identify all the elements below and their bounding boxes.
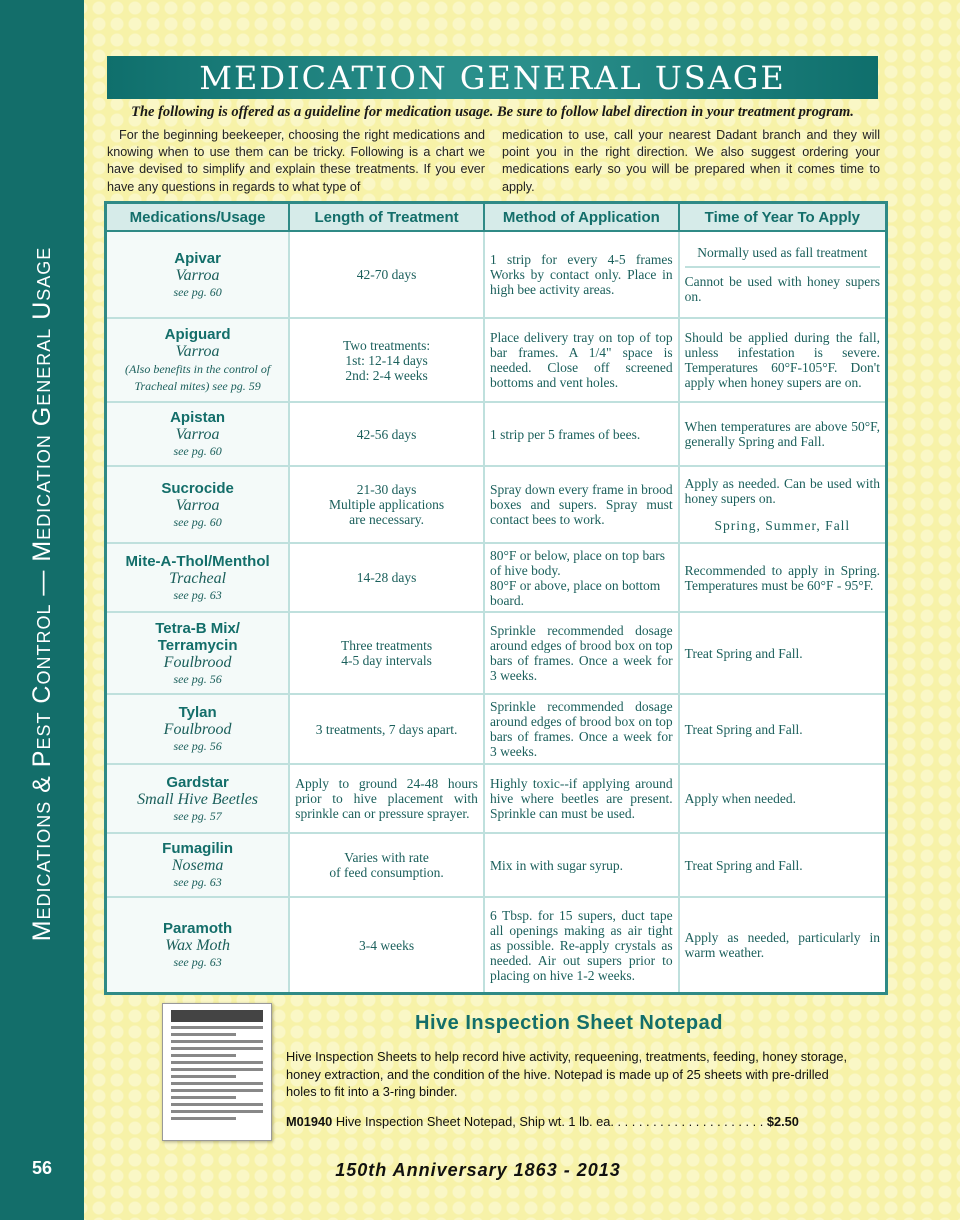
target-pest: Varroa [175,496,220,514]
product-item: Hive Inspection Sheet Notepad, Ship wt. 1 lb. ea [335,1114,611,1129]
footer-anniversary: 150th Anniversary 1863 - 2013 [335,1160,621,1180]
thumbnail-line [171,1054,236,1057]
target-pest: Small Hive Beetles [137,790,259,808]
thumbnail-line [171,1089,263,1092]
medication-cell [106,318,290,402]
table-row [106,833,887,897]
medication-cell [106,764,290,833]
target-pest: Wax Moth [165,937,230,955]
intro-right: medication to use, call your nearest Dadant branch and they will point you in the right direction. We also suggest ordering your medications early so you will be prepared when it comes time to apply. [502,128,880,194]
medication-name: Tetra-B Mix/ Terramycin [155,619,240,654]
thumbnail-line [171,1075,236,1078]
time-to-apply: Treat Spring and Fall. [679,612,887,694]
time-to-apply: Apply when needed. [679,764,887,833]
application-method: 80°F or below, place on top bars of hive body. 80°F or above, place on bottom board. [484,543,679,612]
application-method: 1 strip per 5 frames of bees. [484,402,679,466]
treatment-length: Two treatments: 1st: 12-14 days 2nd: 2-4 weeks [289,318,484,402]
page-reference: see pg. 63 [173,955,222,970]
medication-name: Gardstar [166,773,229,791]
time-to-apply: Treat Spring and Fall. [679,694,887,764]
medication-name: Sucrocide [161,479,234,497]
medication-cell [106,897,290,993]
time-to-apply [679,466,887,543]
table-row [106,764,887,833]
medication-name: Fumagilin [162,840,234,858]
medication-name: Tylan [178,704,217,722]
thumbnail-line [171,1047,263,1050]
page-subtitle: The following is offered as a guideline for medication usage. Be sure to follow label direction in your treatment program. [131,104,854,120]
medication-cell [106,402,290,466]
medication-note: (Also benefits in the control of Tracheal mites) see pg. 59 [125,361,271,393]
table-row [106,897,887,993]
target-pest: Varroa [175,266,220,284]
medication-name: Apivar [174,249,221,267]
thumbnail-line [171,1103,263,1106]
thumbnail-line [171,1068,263,1071]
page-reference: see pg. 60 [173,444,222,459]
thumbnail-line [171,1096,236,1099]
treatment-length: Three treatments 4-5 day intervals [289,612,484,694]
target-pest: Foulbrood [163,721,232,739]
price-leader: . . . . . . . . . . . . . . . . . . . . . . [610,1114,764,1129]
time-secondary: Spring, Summer, Fall [714,518,851,534]
thumbnail-line [171,1117,236,1120]
medication-cell [106,612,290,694]
product-order-line [286,1114,846,1129]
medication-table [104,201,888,995]
page-reference: see pg. 56 [173,671,222,686]
treatment-length: 14-28 days [289,543,484,612]
target-pest: Varroa [175,342,220,360]
page-reference: see pg. 60 [173,514,222,529]
page-title: MEDICATION GENERAL USAGE [107,56,878,99]
treatment-length: 42-70 days [289,231,484,318]
medication-name: Apistan [170,409,226,427]
intro-left: For the beginning beekeeper, choosing the right medications and knowing when to use them can be tricky. Following is a chart we have devised to simplify and explain these treatments. If you ever have any questions in regards to what type of [107,128,485,194]
medication-name: Mite-A-Thol/Menthol [125,552,270,570]
time-to-apply: Apply as needed, particularly in warm weather. [679,897,887,993]
product-price: $2.50 [766,1114,799,1129]
treatment-length: Apply to ground 24-48 hours prior to hive placement with sprinkle can or pressure sprayer. [289,764,484,833]
time-to-apply [679,231,887,318]
target-pest: Nosema [171,857,224,875]
medication-cell [106,231,290,318]
treatment-length: 21-30 days Multiple applications are necessary. [289,466,484,543]
table-row [106,466,887,543]
thumbnail-line [171,1026,263,1029]
product-description: Hive Inspection Sheets to help record hive activity, requeening, treatments, feeding, honey storage, honey extraction, and the condition of the hive. Notepad is made up of 25 sheets with pre-drilled holes to fit into a 3-ring binder. [286,1049,848,1099]
medication-cell [106,833,290,897]
target-pest: Tracheal [169,569,227,587]
application-method: Sprinkle recommended dosage around edges of brood box on top bars of frames. Once a week for 3 weeks. [484,694,679,764]
medication-name: Paramoth [163,920,233,938]
table-row [106,612,887,694]
page-reference: see pg. 57 [173,808,222,823]
time-secondary: Cannot be used with honey supers on. [684,274,880,305]
product-title: Hive Inspection Sheet Notepad [415,1012,723,1034]
application-method: 6 Tbsp. for 15 supers, duct tape all openings making as air tight as possible. Re-apply crystals as needed. Air out supers prior to placing on hive 1-2 weeks. [484,897,679,993]
application-method: 1 strip for every 4-5 frames Works by contact only. Place in high bee activity areas. [484,231,679,318]
notepad-thumbnail [162,1003,272,1141]
page-reference: see pg. 63 [173,875,222,890]
application-method: Highly toxic--if applying around hive where beetles are present. Sprinkle can must be used. [484,764,679,833]
treatment-length: 3-4 weeks [289,897,484,993]
time-to-apply: Treat Spring and Fall. [679,833,887,897]
table-row [106,402,887,466]
treatment-length: Varies with rate of feed consumption. [289,833,484,897]
column-header: Method of Application [484,203,679,232]
thumbnail-line [171,1061,263,1064]
product-code: M01940 [286,1114,333,1129]
application-method: Place delivery tray on top of top bar frames. A 1/4" space is needed. Close off screened bottoms and vent holes. [484,318,679,402]
medication-cell [106,543,290,612]
thumbnail-line [171,1033,236,1036]
application-method: Spray down every frame in brood boxes and supers. Spray must contact bees to work. [484,466,679,543]
time-divider [685,266,880,268]
medication-name: Apiguard [164,325,231,343]
time-to-apply: Recommended to apply in Spring. Temperatures must be 60°F - 95°F. [679,543,887,612]
treatment-length: 3 treatments, 7 days apart. [289,694,484,764]
table-row [106,543,887,612]
table-row [106,231,887,318]
medication-cell [106,466,290,543]
time-to-apply: When temperatures are above 50°F, generally Spring and Fall. [679,402,887,466]
thumbnail-line [171,1040,263,1043]
page-reference: see pg. 60 [173,284,222,299]
application-method: Mix in with sugar syrup. [484,833,679,897]
target-pest: Foulbrood [163,653,232,671]
page-reference: see pg. 56 [173,739,222,754]
application-method: Sprinkle recommended dosage around edges of brood box on top bars of frames. Once a week for 3 weeks. [484,612,679,694]
side-section-title: Medications & Pest Control — Medication General Usage [28,246,56,942]
page-reference: see pg. 63 [173,587,222,602]
column-header: Length of Treatment [289,203,484,232]
page-number: 56 [31,1158,53,1178]
table-row [106,318,887,402]
table-header-row [106,203,887,232]
table-row [106,694,887,764]
time-primary: Apply as needed. Can be used with honey supers on. [684,476,880,507]
target-pest: Varroa [175,426,220,444]
medication-cell [106,694,290,764]
thumbnail-line [171,1082,263,1085]
treatment-length: 42-56 days [289,402,484,466]
time-primary: Normally used as fall treatment [697,245,868,261]
column-header: Time of Year To Apply [679,203,887,232]
time-to-apply: Should be applied during the fall, unless infestation is severe. Temperatures 60°F-105°F. Don't apply when honey supers are on. [679,318,887,402]
column-header: Medications/Usage [106,203,290,232]
thumbnail-line [171,1110,263,1113]
thumbnail-header [171,1010,263,1022]
